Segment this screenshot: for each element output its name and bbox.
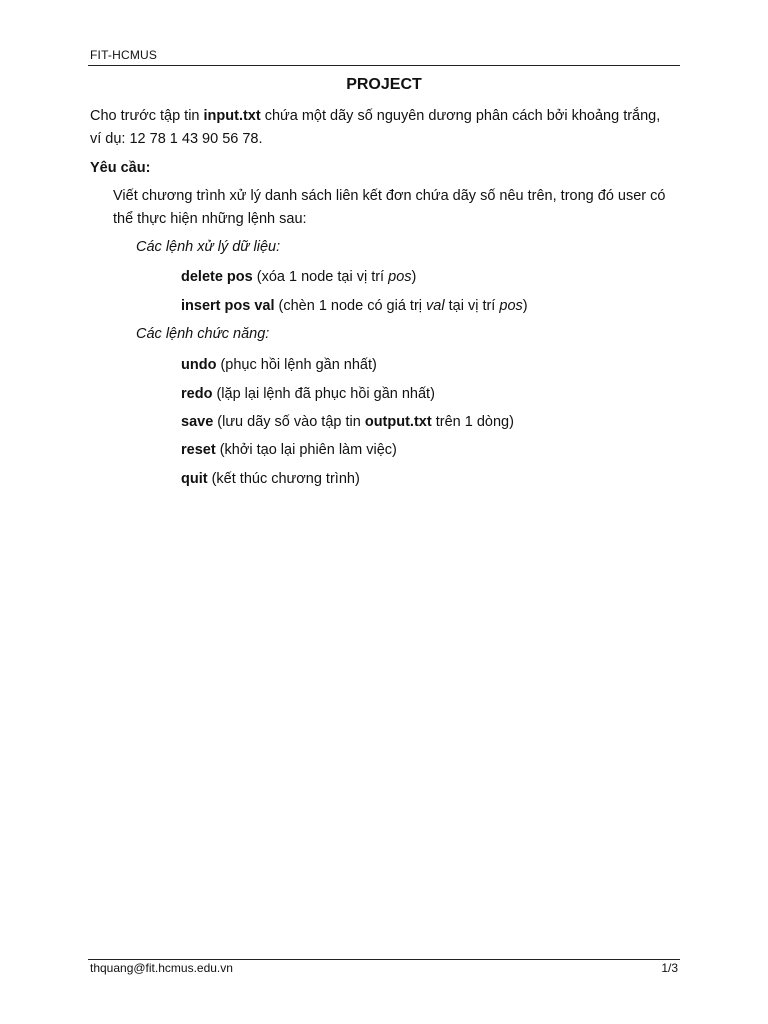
output-filename: output.txt bbox=[364, 414, 432, 430]
intro-suffix: chứa một dãy số nguyên dương phân cách bởi khoảng trắng, bbox=[260, 108, 661, 124]
command-desc: (kết thúc chương trình) bbox=[207, 471, 360, 487]
header-rule bbox=[88, 65, 680, 66]
description-paragraph bbox=[113, 185, 683, 231]
page-title: PROJECT bbox=[346, 76, 422, 93]
command-name: save bbox=[181, 414, 214, 430]
command-desc: ) bbox=[522, 298, 528, 314]
command-desc: (chèn 1 node có giá trị bbox=[274, 298, 427, 314]
command-desc: tại vị trí bbox=[444, 298, 500, 314]
intro-example: ví dụ: 12 78 1 43 90 56 78. bbox=[90, 131, 263, 147]
description-line-2: thể thực hiện những lệnh sau: bbox=[113, 211, 307, 227]
command-insert bbox=[181, 296, 528, 316]
command-undo bbox=[181, 355, 377, 375]
header-org: FIT-HCMUS bbox=[90, 48, 158, 62]
description-line-1: Viết chương trình xử lý danh sách liên kết đơn chứa dãy số nêu trên, trong đó user có bbox=[113, 188, 666, 204]
requirements-label: Yêu cầu: bbox=[90, 160, 151, 176]
command-desc: (khởi tạo lại phiên làm việc) bbox=[215, 442, 397, 458]
intro-paragraph bbox=[90, 105, 682, 151]
input-filename: input.txt bbox=[203, 108, 261, 124]
footer-rule bbox=[88, 959, 680, 960]
command-delete bbox=[181, 267, 416, 287]
footer-email: thquang@fit.hcmus.edu.vn bbox=[90, 961, 233, 975]
command-name: undo bbox=[181, 357, 217, 373]
command-name: quit bbox=[181, 471, 208, 487]
command-reset bbox=[181, 440, 397, 460]
command-desc: (lặp lại lệnh đã phục hồi gần nhất) bbox=[212, 386, 435, 402]
intro-prefix: Cho trước tập tin bbox=[90, 108, 204, 124]
command-desc: (phục hồi lệnh gần nhất) bbox=[216, 357, 377, 373]
command-name: redo bbox=[181, 386, 213, 402]
function-commands-heading: Các lệnh chức năng: bbox=[136, 326, 270, 342]
command-desc: trên 1 dòng) bbox=[431, 414, 514, 430]
page-number: 1/3 bbox=[661, 961, 678, 975]
command-quit bbox=[181, 469, 360, 489]
command-desc: (xóa 1 node tại vị trí bbox=[252, 269, 389, 285]
command-redo bbox=[181, 384, 435, 404]
data-commands-heading: Các lệnh xử lý dữ liệu: bbox=[136, 239, 281, 255]
command-save bbox=[181, 412, 514, 432]
command-desc: (lưu dãy số vào tập tin bbox=[213, 414, 365, 430]
command-arg: val bbox=[426, 298, 445, 314]
command-arg: pos bbox=[388, 269, 412, 285]
command-desc: ) bbox=[411, 269, 417, 285]
command-arg: pos bbox=[499, 298, 523, 314]
command-name: reset bbox=[181, 442, 216, 458]
command-name: insert pos val bbox=[181, 298, 275, 314]
command-name: delete pos bbox=[181, 269, 253, 285]
